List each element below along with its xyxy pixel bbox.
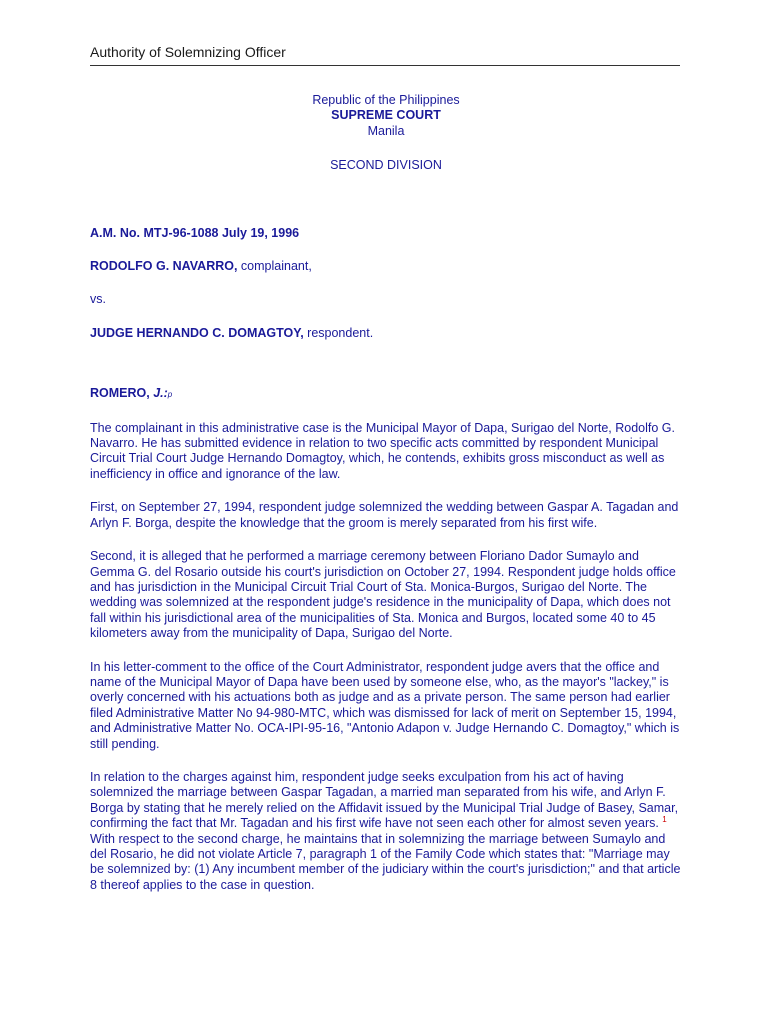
court-heading [90,93,682,174]
page-header-title: Authority of Solemnizing Officer [90,44,286,60]
paragraph-3: Second, it is alleged that he performed a marriage ceremony between Floriano Dador Sumaylo and Gemma G. del Rosario outside his court's jurisdiction on October 27, 1994. Respondent judge holds office and has jurisdiction in the Municipal Circuit Trial Court of Sta. Monica-Burgos, Surigao del Norte. The wedding was solemnized at the respondent judge's residence in the municipality of Dapa, which does not fall within his jurisdictional area of the municipalities of Sta. Monica and Burgos, located some 40 to 45 kilometers away from the municipality of Dapa, Surigao del Norte. [90,549,676,641]
versus-line: vs. [90,292,106,307]
court-city: Manila [367,123,405,138]
case-number: A.M. No. MTJ-96-1088 July 19, 1996 [90,225,300,240]
ponente-title: J.: [149,386,168,401]
ponente-sub: p [167,390,173,400]
complainant-role: complainant, [237,259,312,274]
complainant-name: RODOLFO G. NAVARRO, [90,259,238,274]
court-name: SUPREME COURT [331,108,441,123]
ponente-line [90,386,682,402]
footnote-link[interactable]: 1 [662,815,667,825]
header-divider [90,65,680,66]
paragraph-5-part-2: With respect to the second charge, he maintains that in solemnizing the marriage between Sumaylo and del Rosario, he did not violate Article 7, paragraph 1 of the Family Code which states that: "Marriage may be solemnized by: (1) Any incumbent member of the judiciary within the court's jurisdiction;" and that article 8 thereof applies to the case in question. [90,831,681,892]
paragraph-5-part-1: In relation to the charges against him, respondent judge seeks exculpation from his act of having solemnized the marriage between Gaspar Tagadan, a married man separated from his wife, and Arlyn F. Borga by stating that he merely relied on the Affidavit issued by the Municipal Trial Judge of Basey, Samar, confirming the fact that Mr. Tagadan and his first wife have not seen each other for almost seven years. [90,769,679,831]
respondent-role: respondent. [303,325,374,340]
paragraph-2: First, on September 27, 1994, respondent judge solemnized the wedding between Gaspar A. Tagadan and Arlyn F. Borga, despite the knowledge that the groom is merely separated from his first wife. [90,500,679,530]
respondent-line [90,326,682,341]
division-line: SECOND DIVISION [330,158,442,173]
republic-line: Republic of the Philippines [312,93,460,107]
ponente-name: ROMERO, [90,386,150,401]
paragraph-4: In his letter-comment to the office of the Court Administrator, respondent judge avers that the office and name of the Municipal Mayor of Dapa have been used by someone else, who, as the mayor's "lackey," is overly concerned with his actuations both as judge and as a private person. The same person had earlier filed Administrative Matter No 94-980-MTC, which was dismissed for lack of merit on September 15, 1994, and Administrative Matter No. OCA-IPI-95-16, "Antonio Adapon v. Judge Hernando C. Domagtoy," which is still pending. [90,659,680,751]
paragraph-5 [90,770,682,893]
document-body [90,93,682,893]
respondent-name: JUDGE HERNANDO C. DOMAGTOY, [90,325,304,340]
complainant-line [90,259,682,274]
paragraph-1: The complainant in this administrative case is the Municipal Mayor of Dapa, Surigao del Norte, Rodolfo G. Navarro. He has submitted evidence in relation to two specific acts committed by respondent Municipal Circuit Trial Court Judge Hernando Domagtoy, which, he contends, exhibits gross misconduct as well as inefficiency in office and ignorance of the law. [90,420,676,481]
